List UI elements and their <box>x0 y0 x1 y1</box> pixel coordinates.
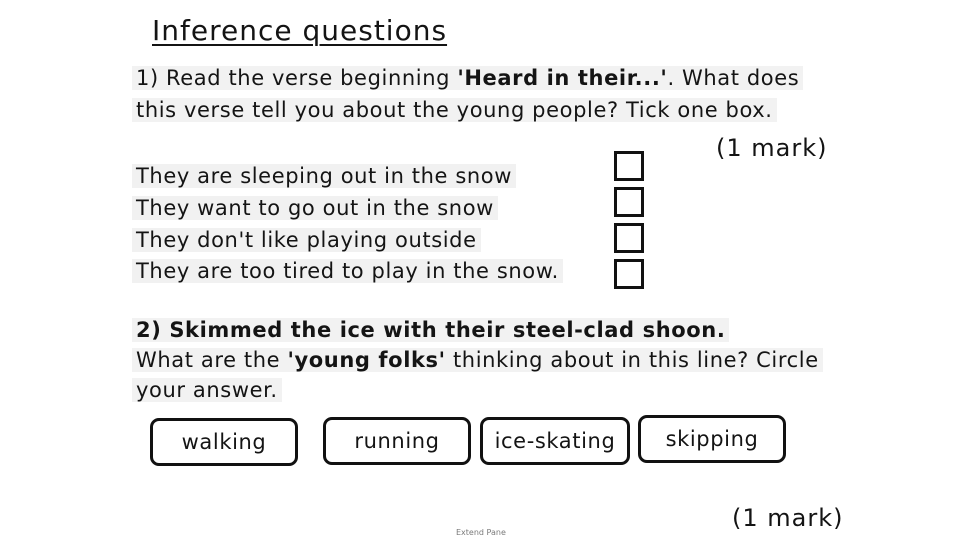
tick-box-2[interactable] <box>614 187 644 217</box>
question-2-marks: (1 mark) <box>732 504 844 532</box>
question-2-line-3: your answer. <box>132 378 282 402</box>
answer-ice-skating[interactable]: ice-skating <box>480 417 630 465</box>
tick-box-3[interactable] <box>614 223 644 253</box>
question-1-line-1 <box>132 66 803 90</box>
question-2-line-2 <box>132 348 823 372</box>
answer-running[interactable]: running <box>323 417 471 465</box>
question-1-prefix: 1) Read the verse beginning <box>136 66 458 90</box>
question-2-prefix: What are the <box>136 348 288 372</box>
option-1-label: They are sleeping out in the snow <box>132 164 516 188</box>
page-title: Inference questions <box>152 14 448 47</box>
option-2-label: They want to go out in the snow <box>132 196 498 220</box>
answer-skipping[interactable]: skipping <box>638 415 786 463</box>
tick-box-4[interactable] <box>614 259 644 289</box>
option-4-label: They are too tired to play in the snow. <box>132 259 563 283</box>
question-1-quote: 'Heard in their...' <box>457 66 668 90</box>
question-2-quote: 'young folks' <box>287 348 446 372</box>
option-3-label: They don't like playing outside <box>132 228 481 252</box>
answer-walking[interactable]: walking <box>150 418 298 466</box>
tick-box-1[interactable] <box>614 151 644 181</box>
question-1-marks: (1 mark) <box>716 134 828 162</box>
extend-pane-label[interactable]: Extend Pane <box>456 528 506 537</box>
question-2-suffix: thinking about in this line? Circle <box>445 348 819 372</box>
question-1-line-2: this verse tell you about the young people? Tick one box. <box>132 98 777 122</box>
question-1-suffix: . What does <box>667 66 800 90</box>
question-2-line-1: 2) Skimmed the ice with their steel-clad shoon. <box>132 318 729 342</box>
